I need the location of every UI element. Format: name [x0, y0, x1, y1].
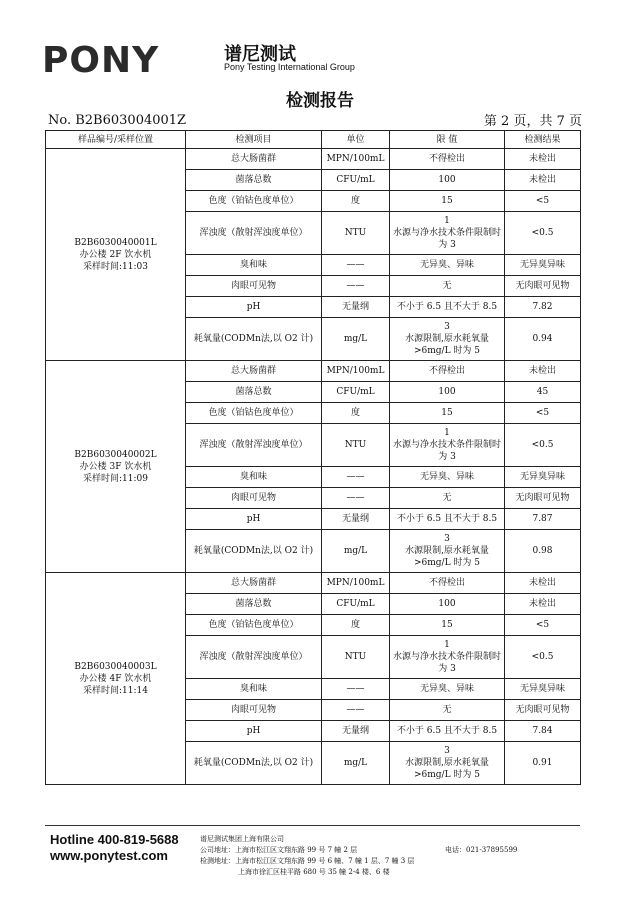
cell-unit: 无量纲	[322, 297, 390, 318]
sample-location: 办公楼 3F 饮水机	[79, 461, 152, 472]
cell-unit: CFU/mL	[322, 382, 390, 403]
sample-time: 采样时间:11:09	[83, 473, 148, 484]
cell-item: 总大肠菌群	[186, 149, 322, 170]
cell-item: 臭和味	[186, 467, 322, 488]
cell-result: 7.87	[505, 509, 581, 530]
cell-limit: 15	[390, 615, 505, 636]
cell-item: 总大肠菌群	[186, 361, 322, 382]
cell-result: 未检出	[505, 361, 581, 382]
table-row	[46, 149, 581, 170]
cell-limit: 不得检出	[390, 361, 505, 382]
sample-time: 采样时间:11:03	[83, 261, 148, 272]
cell-limit: 3 水源限制,原水耗氧量>6mg/L 时为 5	[390, 318, 505, 361]
group-name: 谱尼测试集团上海有限公司	[200, 835, 284, 843]
cell-item: 色度（铂钴色度单位）	[186, 615, 322, 636]
cell-result: 未检出	[505, 149, 581, 170]
sample-location: 办公楼 2F 饮水机	[79, 249, 152, 260]
cell-limit: 1 水源与净水技术条件限制时为 3	[390, 212, 505, 255]
sample-id: B2B6030040001L	[74, 237, 157, 248]
footer-divider	[45, 825, 580, 826]
sample-id: B2B6030040002L	[74, 449, 157, 460]
cell-item: pH	[186, 297, 322, 318]
cell-limit: 无异臭、异味	[390, 679, 505, 700]
cell-result: 未检出	[505, 170, 581, 191]
cell-unit: ——	[322, 679, 390, 700]
cell-item: 耗氧量(CODMn法,以 O2 计)	[186, 530, 322, 573]
cell-limit: 15	[390, 403, 505, 424]
cell-result: 7.84	[505, 721, 581, 742]
sample-cell	[46, 149, 186, 361]
cell-result: 0.98	[505, 530, 581, 573]
cell-result: <5	[505, 403, 581, 424]
report-title: 检测报告	[286, 91, 354, 111]
cell-result: 无异臭异味	[505, 467, 581, 488]
company-name-cn: 谱尼测试	[224, 44, 296, 65]
cell-item: 色度（铂钴色度单位）	[186, 403, 322, 424]
cell-limit: 3 水源限制,原水耗氧量>6mg/L 时为 5	[390, 742, 505, 785]
cell-unit: mg/L	[322, 742, 390, 785]
cell-limit: 不小于 6.5 且不大于 8.5	[390, 721, 505, 742]
cell-unit: CFU/mL	[322, 594, 390, 615]
test-address: 检测地址：上海市松江区文翔东路 99 号 6 幢、7 幢 1 层、7 幢 3 层	[200, 857, 415, 865]
phone-number: 电话：021-37895599	[445, 846, 518, 854]
cell-result: 45	[505, 382, 581, 403]
test-address-2: 上海市徐汇区桂平路 680 号 35 幢 2-4 楼、6 楼	[238, 868, 390, 876]
cell-limit: 无	[390, 276, 505, 297]
cell-unit: ——	[322, 467, 390, 488]
cell-limit: 15	[390, 191, 505, 212]
cell-result: <0.5	[505, 424, 581, 467]
cell-unit: ——	[322, 700, 390, 721]
cell-item: 浑浊度（散射浑浊度单位）	[186, 212, 322, 255]
column-header: 检测项目	[186, 131, 322, 149]
report-number: No. B2B603004001Z	[48, 113, 187, 128]
cell-item: 色度（铂钴色度单位）	[186, 191, 322, 212]
cell-result: <5	[505, 615, 581, 636]
table-header-row	[46, 131, 581, 149]
cell-limit: 1 水源与净水技术条件限制时为 3	[390, 424, 505, 467]
cell-unit: MPN/100mL	[322, 149, 390, 170]
cell-item: 耗氧量(CODMn法,以 O2 计)	[186, 742, 322, 785]
cell-result: 无肉眼可见物	[505, 488, 581, 509]
footer-addresses	[200, 834, 414, 878]
cell-unit: NTU	[322, 636, 390, 679]
cell-result: <0.5	[505, 212, 581, 255]
footer-contact	[50, 832, 179, 864]
cell-item: 总大肠菌群	[186, 573, 322, 594]
sample-cell	[46, 573, 186, 785]
table-row	[46, 573, 581, 594]
column-header: 样品编号/采样位置	[46, 131, 186, 149]
logo-wordmark: PONY	[42, 40, 160, 81]
cell-result: <5	[505, 191, 581, 212]
cell-unit: 无量纲	[322, 509, 390, 530]
cell-unit: mg/L	[322, 318, 390, 361]
hotline: Hotline 400-819-5688	[50, 832, 179, 847]
cell-unit: mg/L	[322, 530, 390, 573]
cell-item: 臭和味	[186, 679, 322, 700]
website-link[interactable]: www.ponytest.com	[50, 848, 168, 863]
cell-unit: 无量纲	[322, 721, 390, 742]
cell-limit: 不得检出	[390, 149, 505, 170]
cell-unit: NTU	[322, 424, 390, 467]
cell-unit: ——	[322, 276, 390, 297]
cell-result: 0.91	[505, 742, 581, 785]
cell-limit: 无	[390, 488, 505, 509]
cell-result: 未检出	[505, 573, 581, 594]
column-header: 单位	[322, 131, 390, 149]
cell-limit: 无异臭、异味	[390, 255, 505, 276]
cell-result: 未检出	[505, 594, 581, 615]
results-table	[45, 130, 581, 785]
cell-item: pH	[186, 721, 322, 742]
sample-cell	[46, 361, 186, 573]
cell-limit: 不小于 6.5 且不大于 8.5	[390, 509, 505, 530]
cell-unit: CFU/mL	[322, 170, 390, 191]
cell-unit: NTU	[322, 212, 390, 255]
cell-limit: 100	[390, 594, 505, 615]
cell-unit: MPN/100mL	[322, 361, 390, 382]
cell-item: 耗氧量(CODMn法,以 O2 计)	[186, 318, 322, 361]
page-indicator: 第 2 页，共 7 页	[483, 114, 582, 129]
cell-result: <0.5	[505, 636, 581, 679]
cell-result: 无异臭异味	[505, 255, 581, 276]
cell-result: 无肉眼可见物	[505, 700, 581, 721]
cell-result: 无肉眼可见物	[505, 276, 581, 297]
cell-limit: 1 水源与净水技术条件限制时为 3	[390, 636, 505, 679]
cell-item: 菌落总数	[186, 382, 322, 403]
cell-limit: 不得检出	[390, 573, 505, 594]
cell-limit: 无异臭、异味	[390, 467, 505, 488]
company-name-en: Pony Testing International Group	[224, 62, 355, 72]
cell-item: 菌落总数	[186, 170, 322, 191]
cell-result: 7.82	[505, 297, 581, 318]
cell-limit: 100	[390, 382, 505, 403]
column-header: 检测结果	[505, 131, 581, 149]
cell-item: pH	[186, 509, 322, 530]
cell-unit: ——	[322, 255, 390, 276]
cell-limit: 无	[390, 700, 505, 721]
cell-unit: ——	[322, 488, 390, 509]
sample-location: 办公楼 4F 饮水机	[79, 673, 152, 684]
cell-unit: 度	[322, 191, 390, 212]
cell-result: 无异臭异味	[505, 679, 581, 700]
sample-time: 采样时间:11:14	[83, 685, 148, 696]
cell-unit: MPN/100mL	[322, 573, 390, 594]
company-address: 公司地址：上海市松江区文翔东路 99 号 7 幢 2 层	[200, 846, 358, 854]
cell-limit: 不小于 6.5 且不大于 8.5	[390, 297, 505, 318]
cell-item: 浑浊度（散射浑浊度单位）	[186, 424, 322, 467]
cell-item: 肉眼可见物	[186, 700, 322, 721]
cell-result: 0.94	[505, 318, 581, 361]
cell-item: 菌落总数	[186, 594, 322, 615]
cell-item: 臭和味	[186, 255, 322, 276]
cell-unit: 度	[322, 615, 390, 636]
column-header: 限 值	[390, 131, 505, 149]
cell-item: 肉眼可见物	[186, 488, 322, 509]
cell-limit: 3 水源限制,原水耗氧量>6mg/L 时为 5	[390, 530, 505, 573]
cell-unit: 度	[322, 403, 390, 424]
table-row	[46, 361, 581, 382]
cell-limit: 100	[390, 170, 505, 191]
cell-item: 浑浊度（散射浑浊度单位）	[186, 636, 322, 679]
sample-id: B2B6030040003L	[74, 661, 157, 672]
cell-item: 肉眼可见物	[186, 276, 322, 297]
